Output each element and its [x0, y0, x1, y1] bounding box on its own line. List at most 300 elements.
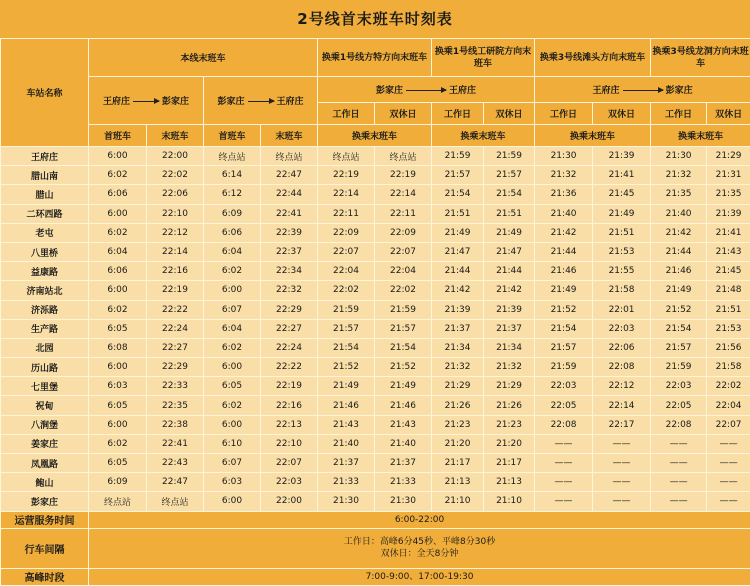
time-cell: 22:04	[375, 262, 432, 281]
time-cell: 21:39	[593, 147, 651, 166]
route-right-header	[535, 77, 750, 103]
time-cell: 22:08	[593, 358, 651, 377]
time-cell: 22:19	[375, 166, 432, 185]
time-cell: 21:57	[535, 338, 593, 357]
time-cell: 21:37	[375, 454, 432, 473]
time-cell: ——	[651, 473, 707, 492]
time-cell: 6:00	[204, 415, 261, 434]
time-cell: 21:41	[593, 166, 651, 185]
peak-value: 7:00-9:00、17:00-19:30	[89, 568, 750, 585]
time-cell: 22:14	[593, 396, 651, 415]
time-cell: 6:05	[89, 454, 147, 473]
transfer-last-header: 换乘末班车	[535, 125, 651, 147]
station-name: 北园	[1, 338, 89, 357]
time-cell: 22:14	[318, 185, 375, 204]
time-cell: 22:41	[147, 434, 204, 453]
time-cell: 22:24	[261, 338, 318, 357]
time-cell: 22:04	[318, 262, 375, 281]
first-train-header: 首班车	[204, 125, 261, 147]
workday-header: 工作日	[432, 103, 484, 125]
time-cell: 6:03	[204, 473, 261, 492]
station-name: 彭家庄	[1, 492, 89, 511]
station-name: 腊山南	[1, 166, 89, 185]
time-cell: 21:43	[707, 242, 750, 261]
table-row	[1, 492, 750, 511]
time-cell: 21:59	[535, 358, 593, 377]
time-cell: 22:16	[147, 262, 204, 281]
time-cell: 22:03	[261, 473, 318, 492]
time-cell: 21:46	[318, 396, 375, 415]
time-cell: 21:44	[651, 242, 707, 261]
time-cell: 21:42	[535, 223, 593, 242]
time-cell: 21:37	[432, 319, 484, 338]
time-cell: 21:26	[484, 396, 535, 415]
time-cell: 21:39	[707, 204, 750, 223]
time-cell: 21:53	[593, 242, 651, 261]
station-name: 生产路	[1, 319, 89, 338]
table-row	[1, 147, 750, 166]
time-cell: 6:00	[89, 281, 147, 300]
time-cell: 6:02	[204, 262, 261, 281]
time-cell: 21:23	[484, 415, 535, 434]
time-cell: 6:02	[204, 396, 261, 415]
time-cell: 22:29	[261, 300, 318, 319]
time-cell: 6:02	[89, 166, 147, 185]
time-cell: 21:59	[484, 147, 535, 166]
time-cell: 22:22	[261, 358, 318, 377]
time-cell: 21:49	[318, 377, 375, 396]
route-left-from: 彭家庄	[376, 86, 403, 96]
time-cell: 6:08	[89, 338, 147, 357]
time-cell: 22:02	[707, 377, 750, 396]
time-cell: 21:59	[318, 300, 375, 319]
time-cell: 21:44	[432, 262, 484, 281]
time-cell: 21:47	[432, 242, 484, 261]
time-cell: 21:33	[375, 473, 432, 492]
time-cell: 6:00	[204, 358, 261, 377]
transfer-line1-qiao-header: 换乘1号线方特方向末班车	[318, 39, 432, 77]
workday-header: 工作日	[318, 103, 375, 125]
time-cell: 21:59	[375, 300, 432, 319]
time-cell: 21:51	[707, 300, 750, 319]
station-name: 济南站北	[1, 281, 89, 300]
table-row	[1, 396, 750, 415]
table-row	[1, 473, 750, 492]
time-cell: 6:00	[89, 358, 147, 377]
time-cell: 21:51	[593, 223, 651, 242]
interval-value	[89, 528, 750, 568]
time-cell: 6:10	[204, 434, 261, 453]
time-cell: 21:34	[432, 338, 484, 357]
time-cell: ——	[707, 434, 750, 453]
timetable-body	[1, 147, 750, 512]
time-cell: 21:52	[651, 300, 707, 319]
time-cell: 21:39	[484, 300, 535, 319]
time-cell: 6:05	[89, 396, 147, 415]
transfer-last-header: 换乘末班车	[651, 125, 750, 147]
station-name: 益康路	[1, 262, 89, 281]
table-row	[1, 358, 750, 377]
direction-b-header	[204, 77, 318, 125]
time-cell: 21:37	[484, 319, 535, 338]
time-cell: 22:01	[593, 300, 651, 319]
route-right-to: 彭家庄	[666, 86, 693, 96]
time-cell: 21:20	[484, 434, 535, 453]
time-cell: ——	[535, 473, 593, 492]
time-cell: 22:07	[261, 454, 318, 473]
time-cell: 21:49	[651, 281, 707, 300]
time-cell: 21:55	[593, 262, 651, 281]
time-cell: 6:00	[89, 147, 147, 166]
station-name: 七里堡	[1, 377, 89, 396]
time-cell: 22:02	[147, 166, 204, 185]
workday-header: 工作日	[535, 103, 593, 125]
time-cell: 22:03	[593, 319, 651, 338]
time-cell: ——	[535, 434, 593, 453]
time-cell: 21:51	[432, 204, 484, 223]
time-cell: 6:02	[89, 434, 147, 453]
time-cell: 6:09	[204, 204, 261, 223]
time-cell: 21:30	[375, 492, 432, 511]
time-cell: 6:12	[204, 185, 261, 204]
station-name: 祝甸	[1, 396, 89, 415]
time-cell: 21:44	[484, 262, 535, 281]
time-cell: 21:43	[375, 415, 432, 434]
time-cell: 21:57	[375, 319, 432, 338]
time-cell: 21:37	[318, 454, 375, 473]
time-cell: 21:40	[318, 434, 375, 453]
time-cell: 终点站	[318, 147, 375, 166]
table-row	[1, 300, 750, 319]
arrow-right-icon	[623, 90, 663, 91]
time-cell: 21:46	[375, 396, 432, 415]
time-cell: ——	[535, 492, 593, 511]
station-name: 老屯	[1, 223, 89, 242]
transfer-line3-tantou-header: 换乘3号线滩头方向末班车	[535, 39, 651, 77]
table-row	[1, 434, 750, 453]
time-cell: 21:49	[593, 204, 651, 223]
time-cell: 22:00	[147, 147, 204, 166]
weekend-header: 双休日	[593, 103, 651, 125]
time-cell: 21:53	[707, 319, 750, 338]
time-cell: 21:35	[651, 185, 707, 204]
time-cell: 21:42	[651, 223, 707, 242]
time-cell: 21:10	[432, 492, 484, 511]
time-cell: 6:09	[89, 473, 147, 492]
time-cell: 21:49	[484, 223, 535, 242]
time-cell: 21:54	[535, 319, 593, 338]
direction-b-from: 彭家庄	[217, 97, 244, 107]
time-cell: 6:05	[204, 377, 261, 396]
time-cell: 6:00	[89, 204, 147, 223]
time-cell: 21:42	[484, 281, 535, 300]
time-cell: 21:54	[375, 338, 432, 357]
last-train-header: 末班车	[261, 125, 318, 147]
time-cell: 21:58	[593, 281, 651, 300]
time-cell: 21:36	[535, 185, 593, 204]
table-row	[1, 185, 750, 204]
time-cell: 21:57	[484, 166, 535, 185]
own-line-last-header: 本线末班车	[89, 39, 318, 77]
time-cell: 6:00	[204, 281, 261, 300]
service-time-value: 6:00-22:00	[89, 511, 750, 528]
time-cell: 22:07	[707, 415, 750, 434]
station-name: 二环西路	[1, 204, 89, 223]
time-cell: 22:10	[261, 434, 318, 453]
time-cell: 21:26	[432, 396, 484, 415]
weekend-header: 双休日	[707, 103, 750, 125]
time-cell: 22:33	[147, 377, 204, 396]
interval-line-1: 工作日：高峰6分45秒、平峰8分30秒	[89, 536, 750, 548]
time-cell: 22:27	[261, 319, 318, 338]
time-cell: 21:52	[375, 358, 432, 377]
time-cell: 6:04	[204, 319, 261, 338]
time-cell: 6:04	[204, 242, 261, 261]
time-cell: 21:17	[432, 454, 484, 473]
table-row	[1, 223, 750, 242]
time-cell: 22:02	[375, 281, 432, 300]
direction-a-from: 王府庄	[103, 97, 130, 107]
workday-header: 工作日	[651, 103, 707, 125]
time-cell: 22:37	[261, 242, 318, 261]
station-name: 鲍山	[1, 473, 89, 492]
time-cell: ——	[593, 473, 651, 492]
arrow-right-icon	[133, 101, 159, 102]
time-cell: ——	[651, 434, 707, 453]
station-name: 腊山	[1, 185, 89, 204]
time-cell: 22:32	[261, 281, 318, 300]
time-cell: 21:45	[707, 262, 750, 281]
time-cell: 21:46	[651, 262, 707, 281]
time-cell: 22:47	[261, 166, 318, 185]
time-cell: ——	[707, 492, 750, 511]
time-cell: 22:05	[651, 396, 707, 415]
time-cell: 6:06	[89, 185, 147, 204]
time-cell: 21:52	[535, 300, 593, 319]
time-cell: 6:06	[89, 262, 147, 281]
weekend-header: 双休日	[375, 103, 432, 125]
weekend-header: 双休日	[484, 103, 535, 125]
station-name: 济泺路	[1, 300, 89, 319]
time-cell: 21:17	[484, 454, 535, 473]
table-row	[1, 415, 750, 434]
station-name: 王府庄	[1, 147, 89, 166]
time-cell: 21:45	[593, 185, 651, 204]
table-row	[1, 242, 750, 261]
time-cell: 21:29	[707, 147, 750, 166]
time-cell: 21:32	[535, 166, 593, 185]
time-cell: 22:17	[593, 415, 651, 434]
time-cell: 6:14	[204, 166, 261, 185]
time-cell: 21:52	[318, 358, 375, 377]
time-cell: 21:32	[484, 358, 535, 377]
time-cell: 21:54	[432, 185, 484, 204]
time-cell: 6:00	[89, 415, 147, 434]
time-cell: 22:39	[261, 223, 318, 242]
table-row	[1, 377, 750, 396]
table-row	[1, 166, 750, 185]
time-cell: 21:43	[318, 415, 375, 434]
time-cell: 22:09	[375, 223, 432, 242]
arrow-right-icon	[406, 90, 446, 91]
time-cell: 21:23	[432, 415, 484, 434]
time-cell: 22:29	[147, 358, 204, 377]
time-cell: 6:04	[89, 242, 147, 261]
time-cell: 22:19	[147, 281, 204, 300]
table-row	[1, 204, 750, 223]
time-cell: 6:02	[204, 338, 261, 357]
time-cell: 22:47	[147, 473, 204, 492]
time-cell: ——	[593, 492, 651, 511]
station-name-header: 车站名称	[1, 39, 89, 147]
time-cell: 21:51	[484, 204, 535, 223]
interval-line-2: 双休日：全天8分钟	[89, 548, 750, 560]
time-cell: 21:49	[432, 223, 484, 242]
time-cell: 22:13	[261, 415, 318, 434]
time-cell: 21:56	[707, 338, 750, 357]
table-row	[1, 454, 750, 473]
time-cell: 22:22	[147, 300, 204, 319]
route-left-to: 王府庄	[449, 86, 476, 96]
time-cell: 21:40	[375, 434, 432, 453]
time-cell: ——	[535, 454, 593, 473]
time-cell: 6:00	[204, 492, 261, 511]
time-cell: 21:29	[432, 377, 484, 396]
time-cell: 22:16	[261, 396, 318, 415]
time-cell: 22:14	[147, 242, 204, 261]
time-cell: 22:19	[261, 377, 318, 396]
time-cell: 22:24	[147, 319, 204, 338]
time-cell: 21:54	[484, 185, 535, 204]
table-row	[1, 281, 750, 300]
time-cell: 22:43	[147, 454, 204, 473]
time-cell: 22:38	[147, 415, 204, 434]
time-cell: 21:42	[432, 281, 484, 300]
time-cell: 22:08	[651, 415, 707, 434]
station-name: 八里桥	[1, 242, 89, 261]
time-cell: 21:33	[318, 473, 375, 492]
time-cell: 22:09	[318, 223, 375, 242]
time-cell: 21:40	[651, 204, 707, 223]
station-name: 姜家庄	[1, 434, 89, 453]
time-cell: 22:03	[651, 377, 707, 396]
time-cell: 21:29	[484, 377, 535, 396]
time-cell: 21:59	[651, 358, 707, 377]
table-row	[1, 319, 750, 338]
time-cell: ——	[593, 454, 651, 473]
time-cell: 21:54	[651, 319, 707, 338]
time-cell: 21:57	[432, 166, 484, 185]
time-cell: 22:12	[593, 377, 651, 396]
time-cell: 21:31	[707, 166, 750, 185]
time-cell: 22:05	[535, 396, 593, 415]
time-cell: 21:30	[318, 492, 375, 511]
last-train-header: 末班车	[147, 125, 204, 147]
time-cell: 22:04	[707, 396, 750, 415]
station-name: 凤凰路	[1, 454, 89, 473]
time-cell: 6:06	[204, 223, 261, 242]
arrow-right-icon	[248, 101, 274, 102]
time-cell: 21:49	[375, 377, 432, 396]
time-cell: 22:08	[535, 415, 593, 434]
time-cell: 21:34	[484, 338, 535, 357]
time-cell: 21:48	[707, 281, 750, 300]
time-cell: 6:07	[204, 300, 261, 319]
time-cell: 21:44	[535, 242, 593, 261]
time-cell: 21:32	[432, 358, 484, 377]
time-cell: 22:06	[593, 338, 651, 357]
time-cell: 6:02	[89, 300, 147, 319]
transfer-last-header: 换乘末班车	[318, 125, 432, 147]
time-cell: 21:10	[484, 492, 535, 511]
direction-a-header	[89, 77, 204, 125]
time-cell: 22:07	[375, 242, 432, 261]
time-cell: 22:41	[261, 204, 318, 223]
time-cell: 21:30	[651, 147, 707, 166]
time-cell: 21:54	[318, 338, 375, 357]
time-cell: 终点站	[204, 147, 261, 166]
time-cell: 22:11	[375, 204, 432, 223]
time-cell: 终点站	[261, 147, 318, 166]
time-cell: 21:32	[651, 166, 707, 185]
direction-a-to: 彭家庄	[162, 97, 189, 107]
station-name: 历山路	[1, 358, 89, 377]
time-cell: 21:40	[535, 204, 593, 223]
service-time-label: 运营服务时间	[1, 511, 89, 528]
station-name: 八涧堡	[1, 415, 89, 434]
time-cell: 22:03	[535, 377, 593, 396]
time-cell: 22:11	[318, 204, 375, 223]
peak-label: 高峰时段	[1, 568, 89, 585]
time-cell: 21:46	[535, 262, 593, 281]
transfer-line3-longdong-header: 换乘3号线龙洞方向末班车	[651, 39, 750, 77]
time-cell: ——	[707, 473, 750, 492]
time-cell: ——	[651, 492, 707, 511]
time-cell: 22:00	[261, 492, 318, 511]
time-cell: 21:20	[432, 434, 484, 453]
time-cell: 21:57	[651, 338, 707, 357]
direction-b-to: 王府庄	[277, 97, 304, 107]
transfer-line1-gongyan-header: 换乘1号线工研院方向末班车	[432, 39, 535, 77]
time-cell: 22:12	[147, 223, 204, 242]
time-cell: 22:35	[147, 396, 204, 415]
route-left-header	[318, 77, 535, 103]
time-cell: 21:39	[432, 300, 484, 319]
time-cell: 终点站	[89, 492, 147, 511]
time-cell: 21:58	[707, 358, 750, 377]
time-cell: 21:41	[707, 223, 750, 242]
time-cell: 22:10	[147, 204, 204, 223]
time-cell: 21:13	[484, 473, 535, 492]
time-cell: 6:05	[89, 319, 147, 338]
time-cell: ——	[707, 454, 750, 473]
time-cell: 22:19	[318, 166, 375, 185]
time-cell: 22:07	[318, 242, 375, 261]
time-cell: ——	[593, 434, 651, 453]
time-cell: 22:14	[375, 185, 432, 204]
time-cell: 终点站	[375, 147, 432, 166]
time-cell: 6:02	[89, 223, 147, 242]
route-right-from: 王府庄	[593, 86, 620, 96]
time-cell: 22:02	[318, 281, 375, 300]
time-cell: 终点站	[147, 492, 204, 511]
time-cell: 22:06	[147, 185, 204, 204]
time-cell: 22:27	[147, 338, 204, 357]
time-cell: 21:49	[535, 281, 593, 300]
table-row	[1, 262, 750, 281]
time-cell: 21:35	[707, 185, 750, 204]
table-row	[1, 338, 750, 357]
